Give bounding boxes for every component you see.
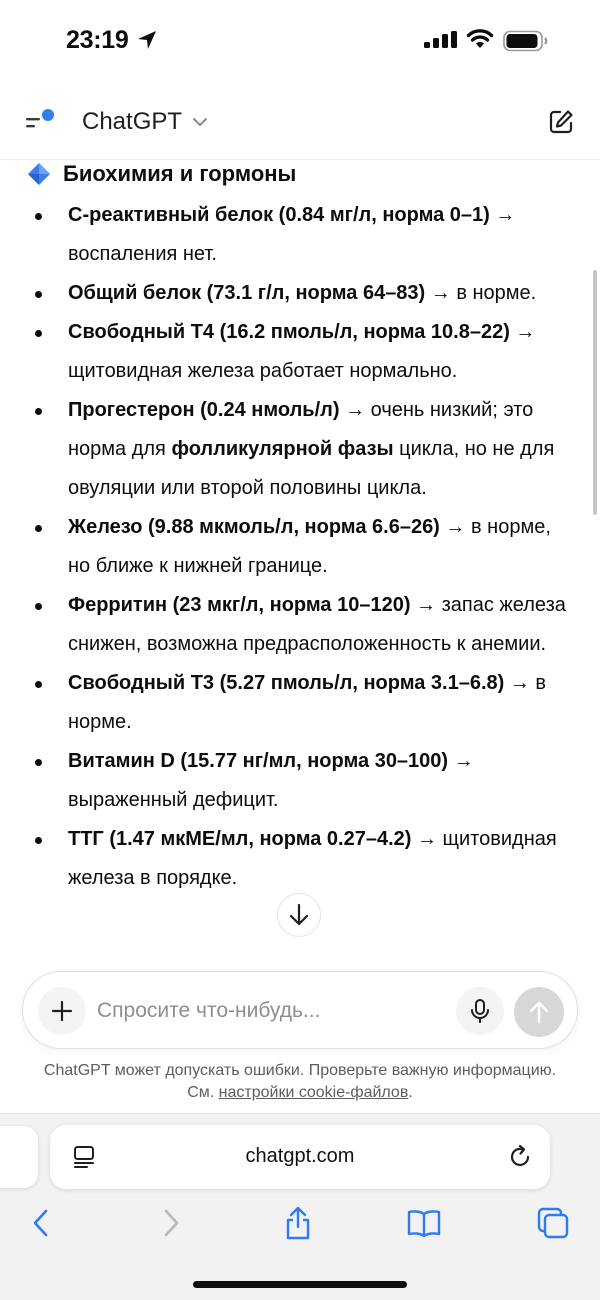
model-selector-button[interactable] [82, 106, 208, 138]
chevron-right-icon [161, 1208, 181, 1238]
previous-tab-preview[interactable] [0, 1126, 38, 1188]
list-item: Железо (9.88 мкмоль/л, норма 6.6–26) → в норме, но ближе к нижней границе. [0, 508, 600, 586]
status-bar [0, 0, 600, 82]
list-item: ТТГ (1.47 мкМЕ/мл, норма 0.27–4.2) → щитовидная железа в порядке. [0, 820, 600, 898]
blue-diamond-icon [27, 162, 51, 186]
wifi-icon [466, 28, 494, 50]
battery-icon [503, 30, 549, 52]
voice-input-button[interactable] [456, 987, 504, 1035]
address-bar[interactable] [50, 1125, 550, 1189]
arrow-up-icon [528, 1000, 550, 1024]
list-item: Свободный Т4 (16.2 пмоль/л, норма 10.8–22) → щитовидная железа работает нормально. [0, 313, 600, 391]
chevron-down-icon [192, 116, 208, 128]
app-title: ChatGPT [82, 108, 183, 135]
chat-content[interactable] [0, 160, 600, 972]
disclaimer [0, 1060, 600, 1104]
list-item: Общий белок (73.1 г/л, норма 64–83) → в норме. [0, 274, 600, 313]
prompt-input[interactable] [97, 992, 457, 1030]
disclaimer-text: ChatGPT может допускать ошибки. Проверьте важную информацию. [43, 1062, 557, 1079]
arrow-down-icon [288, 903, 310, 927]
list-item: С-реактивный белок (0.84 мг/л, норма 0–1) → воспаления нет. [0, 196, 600, 274]
results-list [0, 196, 600, 898]
cellular-signal-icon [424, 31, 458, 49]
share-button[interactable] [278, 1203, 318, 1243]
app-header [0, 82, 600, 160]
plus-icon [51, 1000, 73, 1022]
disclaimer-cookie-line: См. настройки cookie-файлов. [187, 1084, 413, 1101]
tabs-button[interactable] [533, 1203, 573, 1243]
url-text: chatgpt.com [245, 1145, 355, 1167]
new-chat-icon [547, 108, 575, 136]
new-chat-button[interactable] [547, 108, 575, 136]
list-item: Витамин D (15.77 нг/мл, норма 30–100) → выраженный дефицит. [0, 742, 600, 820]
message-composer [22, 971, 578, 1049]
location-arrow-icon [136, 29, 158, 51]
scrollbar[interactable] [593, 270, 597, 515]
list-item: Свободный Т3 (5.27 пмоль/л, норма 3.1–6.8) → в норме. [0, 664, 600, 742]
attach-button[interactable] [38, 987, 86, 1035]
sidebar-menu-button[interactable] [22, 106, 58, 136]
tabs-icon [536, 1206, 570, 1240]
section-title: Биохимия и гормоны [63, 161, 297, 186]
home-indicator[interactable] [193, 1281, 407, 1288]
list-item: Прогестерон (0.24 нмоль/л) → очень низкий; это норма для фолликулярной фазы цикла, но не для овуляции или второй половины цикла. [0, 391, 600, 508]
status-time: 23:19 [66, 26, 129, 54]
cookie-settings-link[interactable]: настройки cookie-файлов [218, 1084, 409, 1101]
send-button[interactable] [514, 987, 564, 1037]
section-heading [27, 160, 296, 188]
chevron-left-icon [31, 1208, 51, 1238]
bookmarks-button[interactable] [404, 1203, 444, 1243]
back-button[interactable] [21, 1203, 61, 1243]
share-icon [283, 1205, 313, 1241]
menu-icon [22, 106, 58, 136]
forward-button[interactable] [151, 1203, 191, 1243]
list-item: Ферритин (23 мкг/л, норма 10–120) → запас железа снижен, возможна предрасположенность к анемии. [0, 586, 600, 664]
reload-icon[interactable] [506, 1143, 534, 1171]
scroll-to-bottom-button[interactable] [277, 893, 321, 937]
microphone-icon [470, 998, 490, 1024]
book-icon [406, 1208, 442, 1238]
